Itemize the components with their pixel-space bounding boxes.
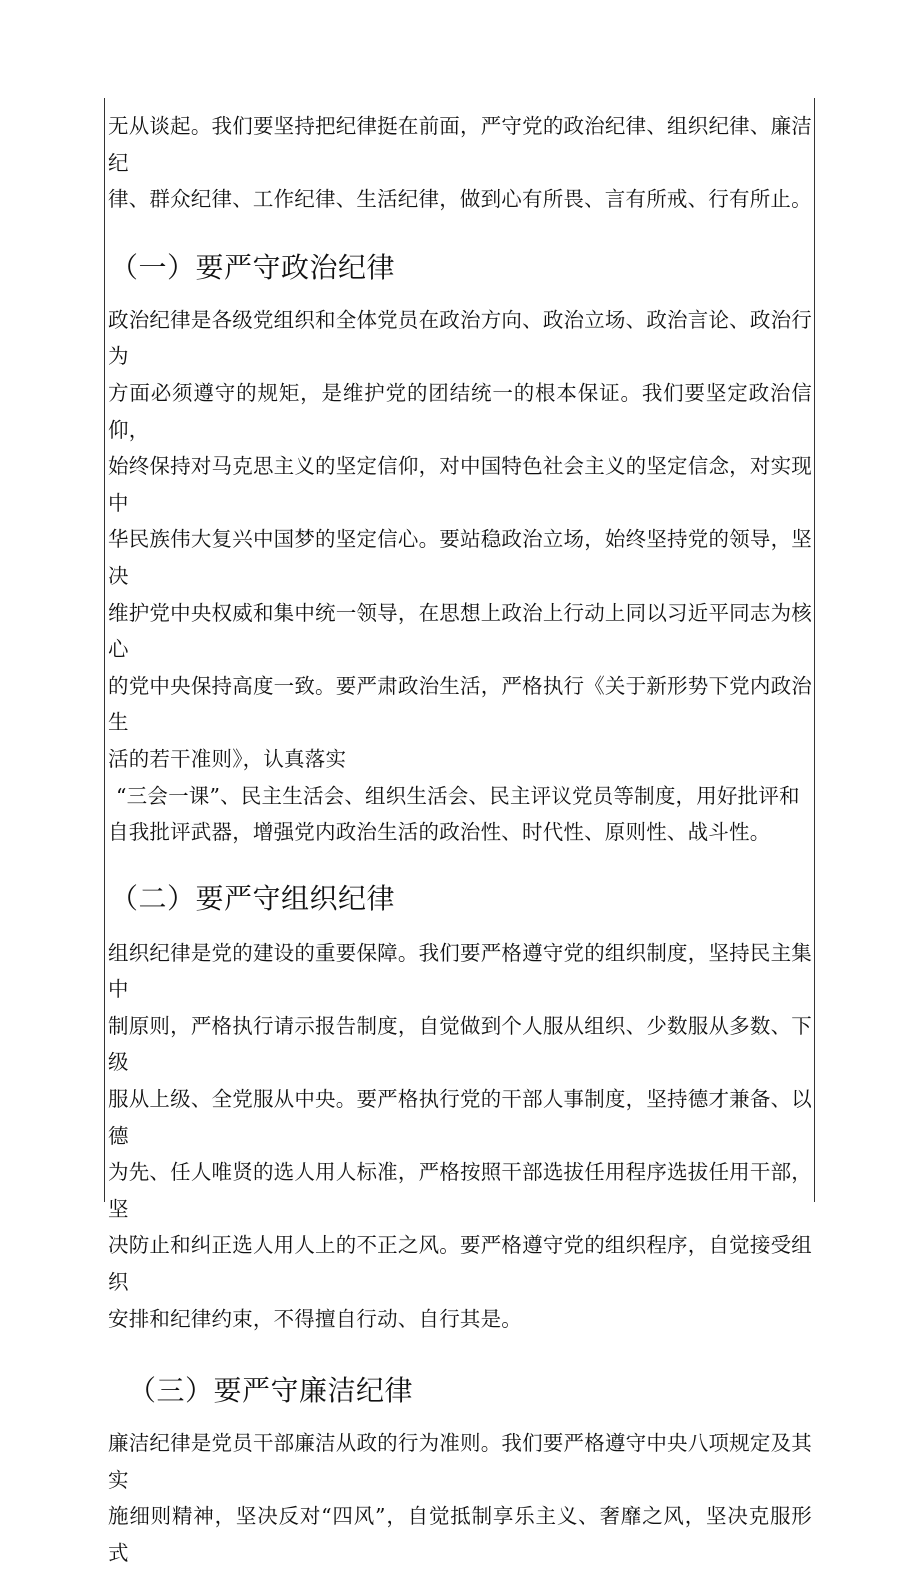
text-line: 安排和纪律约束，不得擅自行动、自行其是。 (108, 1306, 522, 1331)
text-line: 无从谈起。我们要坚持把纪律挺在前面，严守党的政治纪律、组织纪律、廉洁纪 (108, 114, 812, 175)
section-body-political (108, 302, 812, 851)
text-line: 始终保持对马克思主义的坚定信仰，对中国特色社会主义的坚定信念，对实现中 (108, 454, 812, 515)
text-line: 的党中央保持高度一致。要严肃政治生活，严格执行《关于新形势下党内政治生 (108, 673, 812, 735)
intro-paragraph (108, 108, 812, 218)
text-line: 政治纪律是各级党组织和全体党员在政治方向、政治立场、政治言论、政治行为 (108, 307, 812, 369)
text-line: 维护党中央权威和集中统一领导，在思想上政治上行动上同以习近平同志为核心 (108, 600, 812, 662)
text-line: “三会一课”、民主生活会、组织生活会、民主评议党员等制度，用好批评和 (116, 783, 800, 808)
text-line: 律、群众纪律、工作纪律、生活纪律，做到心有所畏、言有所戒、行有所止。 (108, 187, 812, 212)
section-heading-integrity: （三）要严守廉洁纪律 (128, 1374, 414, 1408)
text-line: 制原则，严格执行请示报告制度，自觉做到个人服从组织、少数服从多数、下级 (108, 1013, 812, 1075)
text-line: 服从上级、全党服从中央。要严格执行党的干部人事制度，坚持德才兼备、以德 (108, 1087, 812, 1148)
text-line: 活的若干准则》，认真落实 (108, 746, 347, 771)
text-line: 决防止和纠正选人用人上的不正之风。要严格遵守党的组织程序，自觉接受组织 (108, 1233, 812, 1295)
section-heading-political: （一）要严守政治纪律 (110, 250, 396, 284)
document-body (108, 108, 812, 1572)
text-line: 组织纪律是党的建设的重要保障。我们要严格遵守党的组织制度，坚持民主集中 (108, 940, 812, 1002)
section-body-integrity (108, 1425, 812, 1571)
text-line: 自我批评武器，增强党内政治生活的政治性、时代性、原则性、战斗性。 (108, 820, 771, 845)
text-line: 方面必须遵守的规矩，是维护党的团结统一的根本保证。我们要坚定政治信仰， (108, 380, 812, 442)
text-line: 为先、任人唯贤的选人用人标准，严格按照干部选拔任用程序选拔任用干部，坚 (108, 1160, 812, 1221)
section-body-organizational (108, 935, 812, 1338)
section-heading-organizational: （二）要严守组织纪律 (110, 881, 396, 915)
text-line: 施细则精神，坚决反对“四风”，自觉抵制享乐主义、奢靡之风，坚决克服形式 (108, 1504, 812, 1565)
text-line: 廉洁纪律是党员干部廉洁从政的行为准则。我们要严格遵守中央八项规定及其实 (108, 1431, 812, 1492)
text-line: 华民族伟大复兴中国梦的坚定信心。要站稳政治立场，始终坚持党的领导，坚决 (108, 527, 812, 588)
